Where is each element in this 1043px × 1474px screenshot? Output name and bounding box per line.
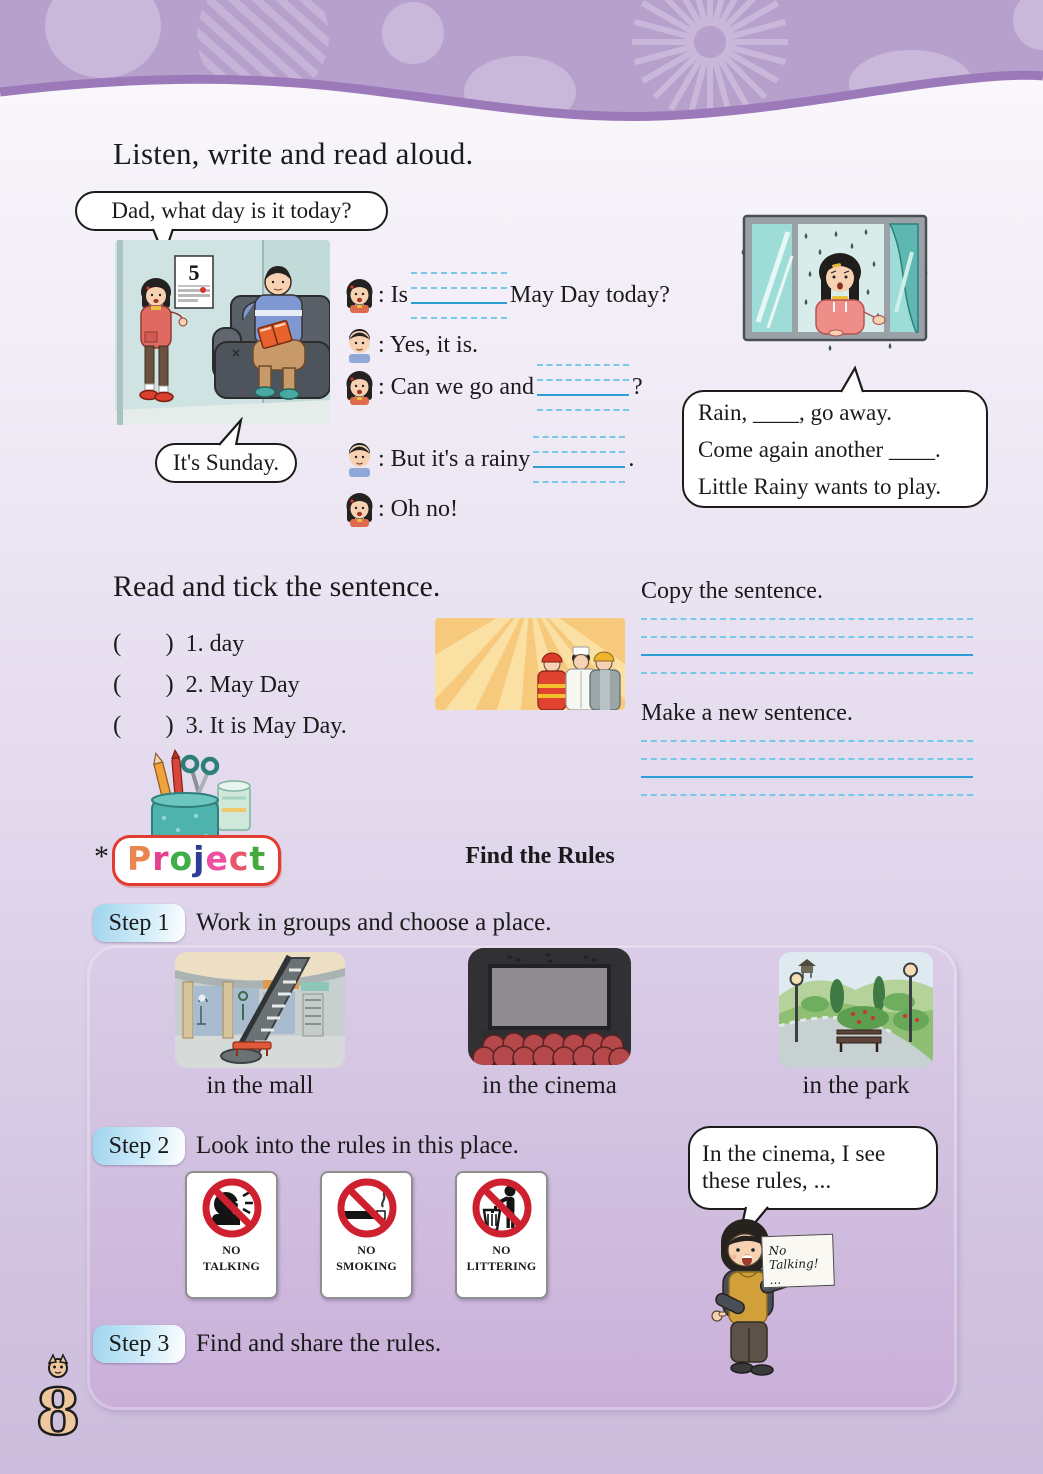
- mall-image: [175, 952, 345, 1068]
- speech-tail: [838, 365, 868, 395]
- step-1-text: Work in groups and choose a place.: [196, 909, 552, 936]
- speech-bubble-question-text: Dad, what day is it today?: [111, 198, 352, 223]
- paren-open: (: [113, 712, 122, 739]
- paren-open: (: [113, 671, 122, 698]
- step-1-badge: [93, 904, 185, 942]
- logo-letter: t: [249, 839, 267, 878]
- speech-bubble-cinema: [688, 1126, 938, 1210]
- logo-letter: c: [228, 839, 250, 878]
- speech-bubble-question: [75, 191, 388, 231]
- page-number: 8: [35, 1375, 81, 1442]
- rule-card: [761, 1234, 835, 1288]
- rhyme-line: Rain, ____, go away.: [698, 399, 892, 425]
- step-3-badge: [93, 1325, 185, 1363]
- dialogue-text: ?: [631, 373, 643, 400]
- dialogue-line-3: [344, 364, 643, 410]
- rhyme-line: Little Rainy wants to play.: [698, 473, 942, 499]
- paren-close: ): [165, 671, 174, 698]
- dialogue-line-1: [344, 272, 670, 318]
- make-sentence-title: Make a new sentence.: [641, 700, 853, 726]
- dialogue-line-4: [344, 436, 634, 482]
- no-talking-icon: [197, 1178, 267, 1242]
- prohibition-slash: [484, 1189, 521, 1226]
- place-label-park: in the park: [802, 1072, 910, 1099]
- logo-letter: j: [193, 839, 206, 878]
- cinema-seats: [473, 1033, 631, 1065]
- place-label-mall: in the mall: [206, 1072, 314, 1099]
- workers-image: [435, 618, 625, 710]
- answer-blank[interactable]: [537, 364, 629, 410]
- dialogue-text: : Is: [378, 281, 408, 308]
- page-number-ornament: [28, 1350, 88, 1442]
- section-title-tick: Read and tick the sentence.: [113, 570, 441, 603]
- paren-open: (: [113, 630, 122, 657]
- speech-bubble-cinema-text: In the cinema, I see these rules, ...: [702, 1141, 886, 1194]
- rhyme-line: Come again another ____.: [698, 436, 941, 462]
- sign-label: NO TALKING: [202, 1243, 261, 1273]
- park-image: [779, 952, 933, 1068]
- logo-letter: e: [205, 839, 229, 878]
- rhyme-bubble: [682, 390, 988, 508]
- step-3-text: Find and share the rules.: [196, 1330, 442, 1357]
- answer-blank[interactable]: [533, 436, 625, 482]
- firefighter-figure: [538, 653, 566, 710]
- prohibition-slash: [349, 1189, 386, 1226]
- rule-card-text: No Talking!: [768, 1243, 819, 1273]
- girl-avatar-icon: [344, 492, 375, 527]
- dialogue-text: : Can we go and: [378, 373, 534, 400]
- dialogue-text: : Oh no!: [378, 495, 458, 522]
- tick-option-2[interactable]: [113, 671, 300, 699]
- no-littering-icon: [467, 1178, 537, 1242]
- girl-avatar-icon: [344, 278, 375, 313]
- logo-letter: r: [152, 839, 170, 878]
- section-title-listen: Listen, write and read aloud.: [113, 136, 474, 171]
- no-smoking-icon: [332, 1178, 402, 1242]
- rule-card-dots: ...: [769, 1272, 782, 1287]
- step-badge-label: Step 3: [108, 1330, 170, 1357]
- step-badge-label: Step 2: [108, 1132, 170, 1159]
- step-2-text: Look into the rules in this place.: [196, 1132, 519, 1159]
- dialogue-text: : But it's a rainy: [378, 445, 531, 472]
- copy-sentence-lines[interactable]: [641, 618, 973, 676]
- cinema-image: [468, 948, 631, 1065]
- copy-sentence-title: Copy the sentence.: [641, 578, 823, 604]
- paren-close: ): [165, 712, 174, 739]
- speech-tail: [215, 417, 249, 448]
- project-heading: Find the Rules: [465, 843, 615, 869]
- place-label-cinema: in the cinema: [482, 1072, 617, 1099]
- no-littering-sign: [455, 1171, 548, 1299]
- living-room-scene: [115, 240, 330, 425]
- tape-roll: [218, 781, 250, 830]
- no-talking-sign: [185, 1171, 278, 1299]
- rainy-window-scene: [740, 212, 930, 352]
- sign-label: NO SMOKING: [336, 1243, 397, 1273]
- sign-label: NO LITTERING: [466, 1243, 537, 1273]
- logo-letter: o: [169, 839, 194, 878]
- answer-blank[interactable]: [411, 272, 507, 318]
- dad-avatar-icon: [344, 328, 375, 363]
- tick-option-label: 1. day: [185, 631, 245, 657]
- cinema-screen: [490, 966, 609, 1028]
- decorative-banner: [0, 0, 1043, 132]
- tick-option-3[interactable]: [113, 712, 347, 740]
- logo-letter: P: [127, 839, 153, 878]
- dad-avatar-icon: [344, 442, 375, 477]
- make-sentence-lines[interactable]: [641, 740, 973, 798]
- speech-bubble-sunday-text: It's Sunday.: [172, 450, 280, 475]
- speech-bubble-sunday: [155, 443, 297, 483]
- project-logo: [112, 835, 281, 886]
- paren-close: ): [165, 630, 174, 657]
- tick-option-label: 3. It is May Day.: [185, 713, 347, 739]
- dialogue-text: .: [628, 445, 635, 472]
- tick-option-1[interactable]: [113, 630, 244, 658]
- calendar: [175, 256, 213, 308]
- dialogue-text: May Day today?: [510, 281, 670, 308]
- no-smoking-sign: [320, 1171, 413, 1299]
- girl-avatar-icon: [344, 370, 375, 405]
- asterisk-marker: *: [94, 840, 109, 873]
- step-2-badge: [93, 1127, 185, 1165]
- dialogue-line-2: [344, 322, 478, 368]
- svg-text:5: 5: [188, 260, 200, 285]
- dialogue-line-5: [344, 486, 458, 532]
- dialogue-text: : Yes, it is.: [378, 331, 479, 358]
- step-badge-label: Step 1: [108, 909, 170, 936]
- tick-option-label: 2. May Day: [185, 672, 300, 698]
